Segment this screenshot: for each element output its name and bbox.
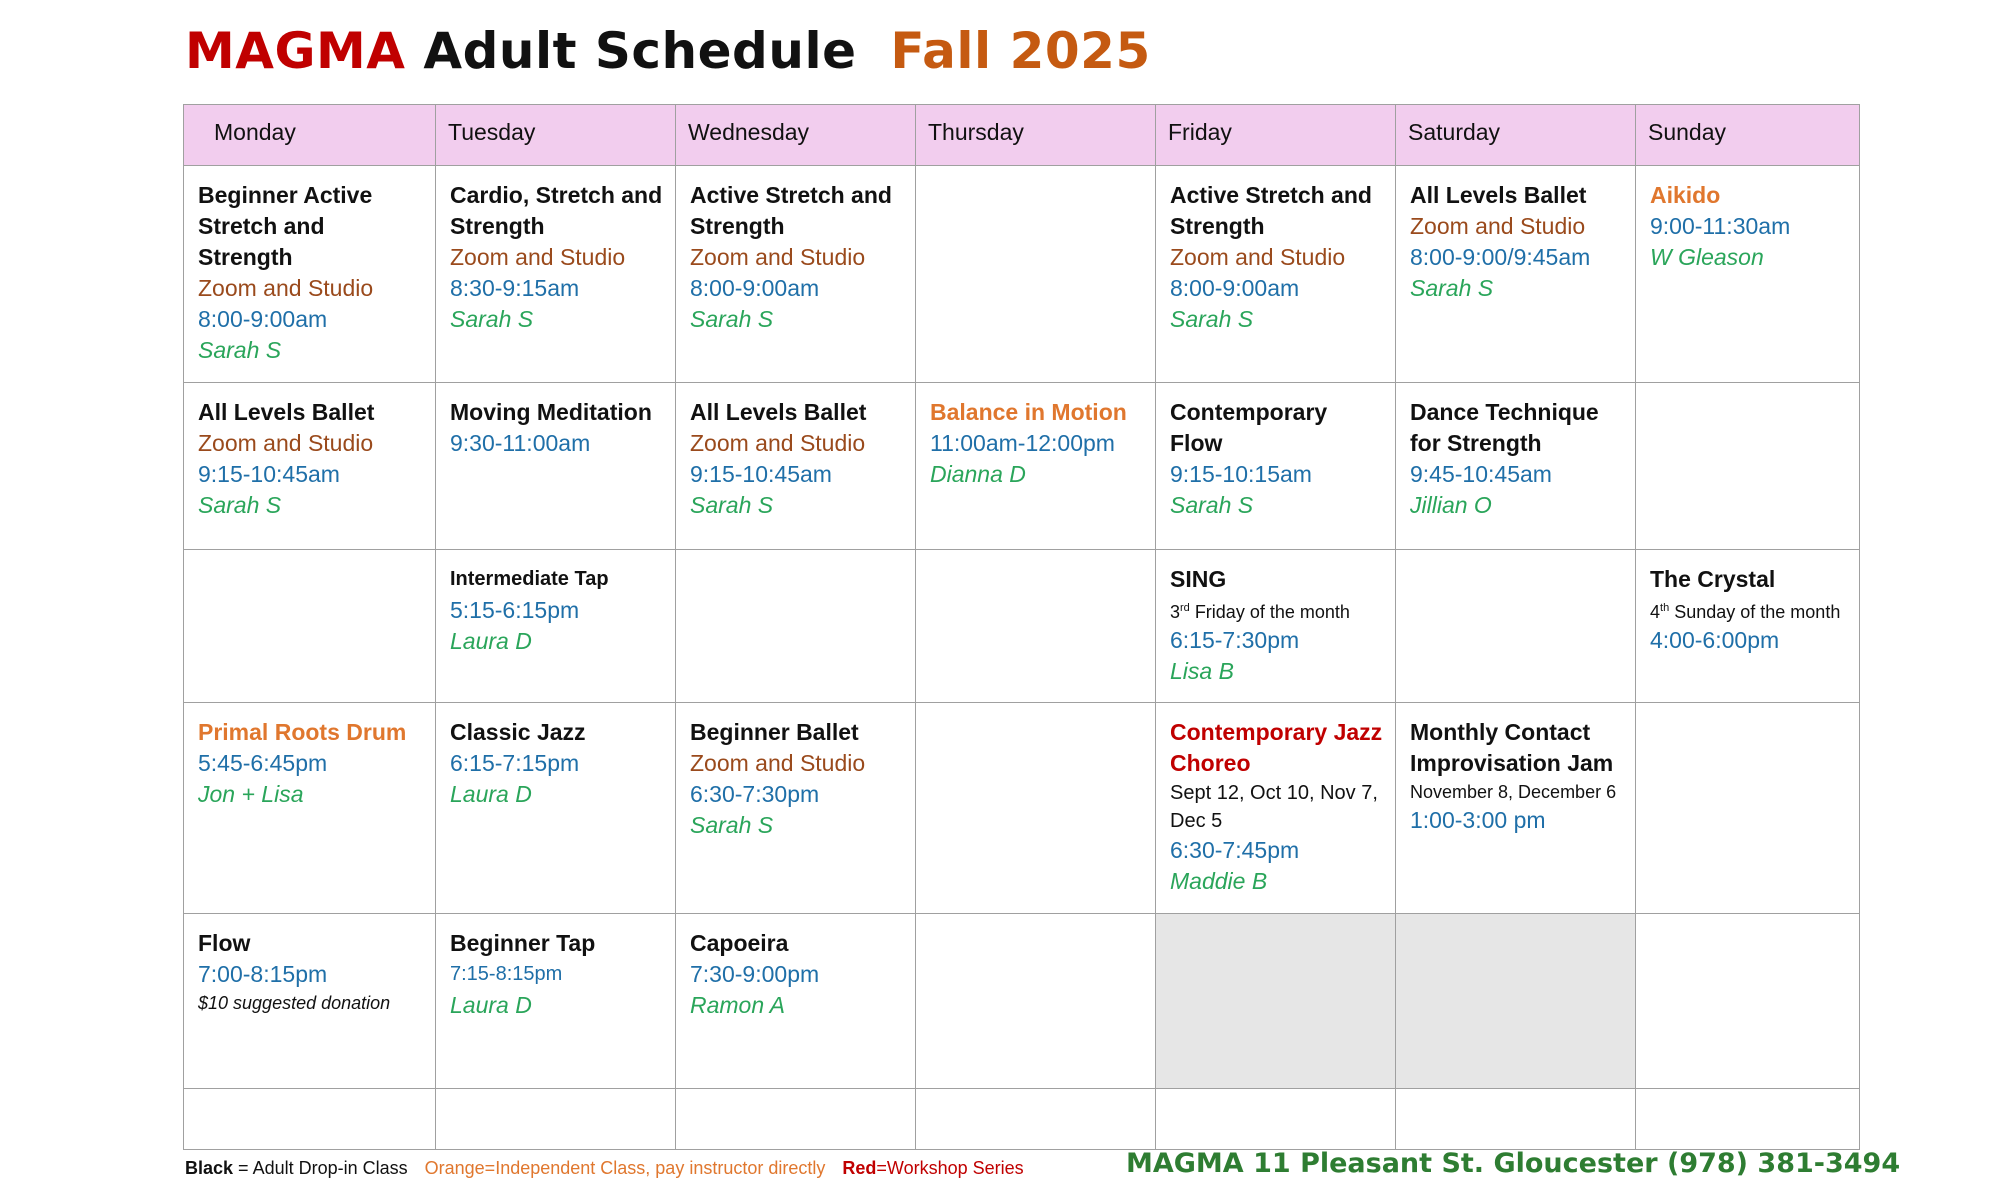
schedule-cell: [916, 703, 1156, 914]
class-name: Aikido: [1650, 182, 1721, 208]
class-name: Primal Roots Drum: [198, 719, 407, 745]
schedule-cell: [1396, 914, 1636, 1089]
schedule-cell: [184, 703, 436, 914]
legend-black-text: = Adult Drop-in Class: [233, 1158, 408, 1178]
schedule-cell: [676, 1089, 916, 1150]
schedule-cell: [436, 383, 676, 550]
class-time: 9:15-10:45am: [690, 461, 832, 487]
day-header-tuesday: Tuesday: [436, 105, 676, 166]
class-location: Zoom and Studio: [1170, 244, 1346, 270]
schedule-cell: [916, 383, 1156, 550]
class-name: Active Stretch and Strength: [1170, 182, 1372, 239]
class-time: 8:00-9:00/9:45am: [1410, 244, 1591, 270]
schedule-cell: [184, 383, 436, 550]
class-instructor: Sarah S: [1170, 492, 1254, 518]
schedule-cell: [436, 703, 676, 914]
frequency-text: Friday of the month: [1194, 602, 1350, 622]
schedule-cell: [1636, 1089, 1860, 1150]
schedule-cell: [1156, 703, 1396, 914]
class-time: 11:00am-12:00pm: [930, 430, 1115, 456]
schedule-cell: [676, 550, 916, 703]
title-adult-schedule: Adult Schedule: [423, 22, 857, 80]
class-location: Zoom and Studio: [690, 430, 866, 456]
class-name: Cardio, Stretch and Strength: [450, 182, 663, 239]
schedule-row: [184, 703, 1860, 914]
class-time: 8:30-9:15am: [450, 275, 580, 301]
schedule-cell: [916, 1089, 1156, 1150]
schedule-cell: [1636, 383, 1860, 550]
class-name: Beginner Ballet: [690, 719, 859, 745]
schedule-row: [184, 914, 1860, 1089]
class-time: 5:15-6:15pm: [450, 597, 580, 623]
class-time: 9:00-11:30am: [1650, 213, 1791, 239]
schedule-cell: [436, 166, 676, 383]
class-location: Zoom and Studio: [1410, 213, 1586, 239]
class-time: 1:00-3:00 pm: [1410, 807, 1546, 833]
ordinal-suffix: rd: [1180, 602, 1190, 614]
schedule-cell: [1396, 383, 1636, 550]
class-time: 8:00-9:00am: [690, 275, 820, 301]
day-header-row: [184, 105, 1860, 166]
class-name: The Crystal: [1650, 566, 1776, 592]
schedule-cell: [1636, 550, 1860, 703]
class-name: Classic Jazz: [450, 719, 586, 745]
schedule-cell: [676, 383, 916, 550]
studio-address: MAGMA 11 Pleasant St. Gloucester (978) 381-3494: [1126, 1148, 1901, 1179]
class-name: All Levels Ballet: [198, 399, 375, 425]
class-name: SING: [1170, 566, 1227, 592]
schedule-cell: [1156, 1089, 1396, 1150]
schedule-cell: [184, 914, 436, 1089]
class-name: Beginner Active Stretch and Strength: [198, 182, 373, 270]
schedule-cell: [1636, 166, 1860, 383]
class-instructor: Laura D: [450, 628, 532, 654]
schedule-cell: [1396, 703, 1636, 914]
schedule-cell: [1156, 166, 1396, 383]
class-instructor: Jon + Lisa: [198, 781, 304, 807]
class-instructor: Sarah S: [1410, 275, 1494, 301]
class-instructor: Maddie B: [1170, 868, 1268, 894]
class-name: Monthly Contact Improvisation Jam: [1410, 719, 1614, 776]
class-time: 6:30-7:30pm: [690, 781, 820, 807]
legend-black-key: Black: [185, 1158, 234, 1178]
schedule-cell: [916, 166, 1156, 383]
class-time: 6:15-7:30pm: [1170, 627, 1300, 653]
class-time: 9:30-11:00am: [450, 430, 591, 456]
class-name: All Levels Ballet: [690, 399, 867, 425]
class-instructor: Laura D: [450, 992, 532, 1018]
class-frequency-note: [1650, 595, 1849, 625]
class-instructor: W Gleason: [1650, 244, 1764, 270]
schedule-row: [184, 383, 1860, 550]
schedule-cell: [1636, 703, 1860, 914]
schedule-cell: [1636, 914, 1860, 1089]
class-name: Balance in Motion: [930, 399, 1127, 425]
legend-red-key: Red: [842, 1158, 877, 1178]
schedule-cell: [676, 914, 916, 1089]
class-name: Contemporary Flow: [1170, 399, 1328, 456]
color-legend: [185, 1158, 1024, 1179]
schedule-cell: [916, 550, 1156, 703]
frequency-text: Sunday of the month: [1674, 602, 1841, 622]
class-instructor: Sarah S: [690, 812, 774, 838]
day-header-friday: Friday: [1156, 105, 1396, 166]
legend-orange-text: Orange=Independent Class, pay instructor directly: [424, 1158, 826, 1178]
class-donation-note: $10 suggested donation: [198, 993, 391, 1013]
class-time: 8:00-9:00am: [1170, 275, 1300, 301]
day-header-thursday: Thursday: [916, 105, 1156, 166]
class-name: Beginner Tap: [450, 930, 596, 956]
class-instructor: Lisa B: [1170, 658, 1234, 684]
class-instructor: Sarah S: [198, 492, 282, 518]
schedule-row: [184, 550, 1860, 703]
class-time: 9:45-10:45am: [1410, 461, 1552, 487]
schedule-table: [183, 104, 1860, 1150]
day-header-monday: Monday: [184, 105, 436, 166]
ordinal-number: 3: [1170, 602, 1181, 622]
schedule-cell: [184, 1089, 436, 1150]
schedule-cell: [436, 1089, 676, 1150]
class-name: Capoeira: [690, 930, 789, 956]
schedule-cell: [676, 703, 916, 914]
class-time: 7:30-9:00pm: [690, 961, 820, 987]
schedule-row: [184, 166, 1860, 383]
class-instructor: Ramon A: [690, 992, 786, 1018]
schedule-cell: [436, 914, 676, 1089]
class-name: Flow: [198, 930, 251, 956]
title-magma: MAGMA: [185, 22, 406, 80]
schedule-cell: [436, 550, 676, 703]
class-location: Zoom and Studio: [198, 430, 374, 456]
day-header-saturday: Saturday: [1396, 105, 1636, 166]
class-time: 4:00-6:00pm: [1650, 627, 1780, 653]
title-season: Fall 2025: [890, 22, 1151, 80]
schedule-cell: [184, 166, 436, 383]
class-frequency-note: [1170, 595, 1385, 625]
class-time: 5:45-6:45pm: [198, 750, 328, 776]
class-dates: November 8, December 6: [1410, 782, 1617, 802]
class-time: 7:00-8:15pm: [198, 961, 328, 987]
ordinal-number: 4: [1650, 602, 1661, 622]
class-instructor: Sarah S: [690, 306, 774, 332]
schedule-row: [184, 1089, 1860, 1150]
schedule-cell: [916, 914, 1156, 1089]
class-location: Zoom and Studio: [690, 244, 866, 270]
day-header-wednesday: Wednesday: [676, 105, 916, 166]
class-instructor: Jillian O: [1410, 492, 1492, 518]
class-time: 6:30-7:45pm: [1170, 837, 1300, 863]
class-name: All Levels Ballet: [1410, 182, 1587, 208]
legend-red-text: =Workshop Series: [876, 1158, 1024, 1178]
class-time: 9:15-10:15am: [1170, 461, 1312, 487]
class-instructor: Sarah S: [198, 337, 282, 363]
schedule-cell: [1396, 550, 1636, 703]
page-title: [185, 22, 1151, 80]
schedule-cell: [676, 166, 916, 383]
class-instructor: Sarah S: [690, 492, 774, 518]
schedule-cell: [1156, 914, 1396, 1089]
class-name: Dance Technique for Strength: [1410, 399, 1599, 456]
schedule-cell: [1396, 1089, 1636, 1150]
schedule-cell: [1156, 550, 1396, 703]
class-time: 6:15-7:15pm: [450, 750, 580, 776]
schedule-cell: [1156, 383, 1396, 550]
class-instructor: Sarah S: [1170, 306, 1254, 332]
class-location: Zoom and Studio: [690, 750, 866, 776]
schedule-cell: [1396, 166, 1636, 383]
class-time: 8:00-9:00am: [198, 306, 328, 332]
class-name: Contemporary Jazz Choreo: [1170, 719, 1383, 776]
class-location: Zoom and Studio: [198, 275, 374, 301]
class-name: Moving Meditation: [450, 399, 652, 425]
ordinal-suffix: th: [1660, 602, 1670, 614]
class-name: Active Stretch and Strength: [690, 182, 892, 239]
class-dates: Sept 12, Oct 10, Nov 7, Dec 5: [1170, 782, 1378, 832]
class-location: Zoom and Studio: [450, 244, 626, 270]
class-time: 9:15-10:45am: [198, 461, 340, 487]
class-name: Intermediate Tap: [450, 568, 609, 590]
class-time: 7:15-8:15pm: [450, 963, 563, 985]
schedule-cell: [184, 550, 436, 703]
day-header-sunday: Sunday: [1636, 105, 1860, 166]
class-instructor: Sarah S: [450, 306, 534, 332]
class-instructor: Dianna D: [930, 461, 1026, 487]
class-instructor: Laura D: [450, 781, 532, 807]
